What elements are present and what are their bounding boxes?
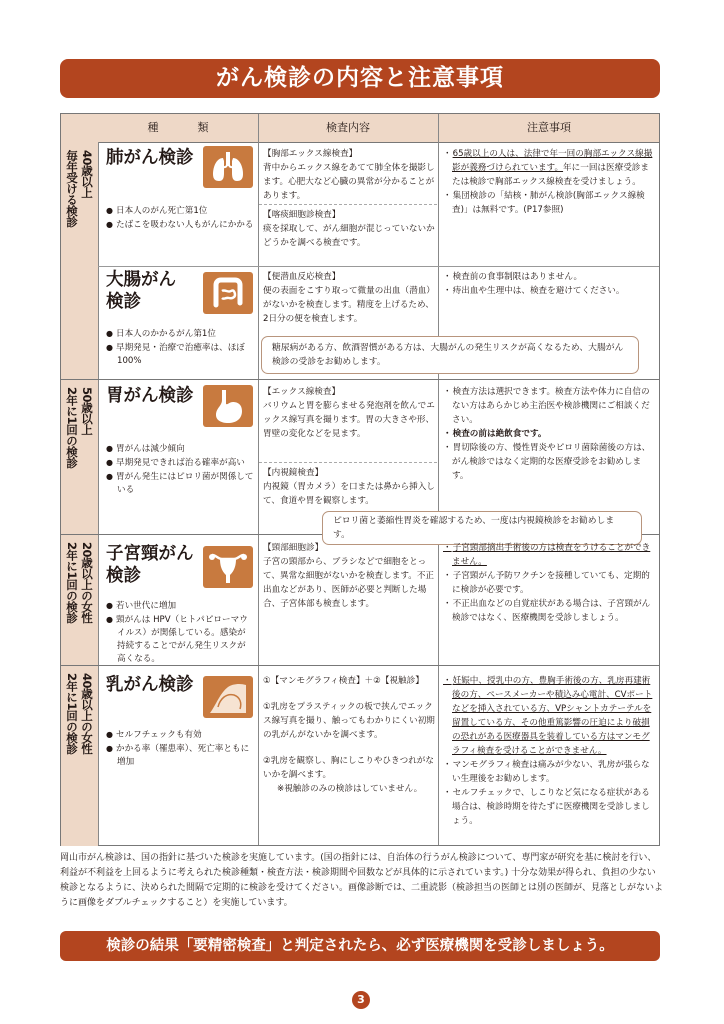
colon-notes <box>443 270 657 298</box>
list-item: ● 早期発見・治療で治癒率は、ほぼ100% <box>106 341 254 368</box>
list-item: ・ 検査方法は選択できます。検査方法や体力に自信のない方はあらかじめ主治医や検診機関にご相談ください。 <box>443 385 657 427</box>
lung-bullets <box>106 204 254 232</box>
header-type: 種 類 <box>147 121 223 134</box>
stomach-exam-endoscopy: 【内視鏡検査】 内視鏡（胃カメラ）を口または鼻から挿入して、食道や胃を観察します。 <box>263 468 435 506</box>
list-item: ・ 不正出血などの自覚症状がある場合は、子宮頸がん検診ではなく、医療機関を受診しましょう。 <box>443 597 657 625</box>
cervical-title: 子宮頸がん 検診 <box>106 544 194 586</box>
list-item: ● 早期発見できれば治る確率が高い <box>106 456 254 470</box>
stomach-exam-xray: 【エックス線検査】 バリウムと胃を膨らませる発泡剤を飲んでエックス線写真を撮ります。胃の大きさや形、胃壁の変化などを見ます。 <box>263 387 435 439</box>
side-label-breast: 40歳以上の女性 2年に1回の検診 <box>61 665 98 846</box>
side-label-lung-colon: 40歳以上 毎年受ける検診 <box>61 142 98 379</box>
cervical-exam: 【頸部細胞診】 子宮の頸部から、ブラシなどで細胞をとって、異常な細胞がないかを検査します。不正出血などがあり、医師が必要と判断した場合、子宮体部も検査します。 <box>263 543 435 609</box>
list-item: ● セルフチェックも有効 <box>106 728 254 742</box>
list-item: ・ 子宮頸部摘出手術後の方は検査をうけることができません。 <box>443 541 657 569</box>
cervical-notes <box>443 541 657 625</box>
side-label-stomach: 50歳以上 2年に1回の検診 <box>61 379 98 534</box>
colon-bullets <box>106 327 254 368</box>
bottom-banner: 検診の結果「要精密検査」と判定されたら、必ず医療機関を受診しましょう。 <box>60 931 660 961</box>
screening-table <box>60 142 660 846</box>
side-label-cervical: 20歳以上の女性 2年に1回の検診 <box>61 534 98 665</box>
colon-exam: 【便潜血反応検査】 便の表面をこすり取って微量の出血（潜血）がないかを検査します。精度を上げるため、2日分の便を検査します。 <box>263 272 435 324</box>
lung-exam-xray: 【胸部エックス線検査】 背中からエックス線をあてて肺全体を撮影します。心肥大など心臓の異常が分かることがあります。 <box>263 149 435 201</box>
list-item: ● 日本人のがん死亡第1位 <box>106 204 254 218</box>
colon-callout: 糖尿病がある方、飲酒習慣がある方は、大腸がんの発生リスクが高くなるため、大腸がん検診の受診をお勧めします。 <box>261 336 639 374</box>
breast-bullets <box>106 728 254 769</box>
lung-exam-sputum: 【喀痰細胞診検査】 痰を採取して、がん細胞が混じっていないかどうかを調べる検査です。 <box>263 210 435 248</box>
header-content: 検査内容 <box>326 121 370 134</box>
stomach-icon <box>203 385 253 427</box>
list-item: ・ 妊娠中、授乳中の方、豊胸手術後の方、乳房再建術後の方、ペースメーカーや積込み心電計、CVポートなどを挿入されている方、VPシャントカテーテルを留置している方、その他重篤影響の圧迫により破損の恐れがある医療器具を装着している方はマンモグラフィ検査を受けることができません。 <box>443 674 657 758</box>
stomach-notes <box>443 385 657 483</box>
list-item: ● 若い世代に増加 <box>106 599 254 613</box>
list-item: ・ 検査前の食事制限はありません。 <box>443 270 657 284</box>
footer-explanation: 岡山市がん検診は、国の指針に基づいた検診を実施しています。(国の指針には、自治体の行うがん検診について、専門家が研究を基に検討を行い、利益が不利益を上回るように考えられた検診種類・検査方法・検診期間や回数などが具体的に示されています。) 十分な効果が得られ、負担の少ない検診となるように、決められた間隔で定期的に検診を受けてください。画像診断では、二重読影（検診担当の医師とは別の医師が、見落としがないように画像をダブルチェックすること）を実施しています。 <box>60 853 664 908</box>
lung-notes <box>443 147 657 217</box>
stomach-title: 胃がん検診 <box>106 386 194 406</box>
list-item: ● 胃がんは減少傾向 <box>106 442 254 456</box>
colon-title: 大腸がん 検診 <box>106 270 176 312</box>
table-header <box>60 113 660 143</box>
breast-icon <box>203 676 253 718</box>
list-item: ・ 65歳以上の人は、法律で年一回の胸部エックス線撮影が義務づけられています。年に一回は医療受診または検診で胸部エックス線検査を受けましょう。 <box>443 147 657 189</box>
breast-exam: ①【マンモグラフィ検査】＋②【視触診】 ①乳房をプラスティックの板で挟んでエックス線写真を撮り、触ってもわかりにくい初期の乳がんがないかを調べます。 ②乳房を観察し、胸にしこりやひきつれがないかを調べます。 ※視触診のみの検診はしていません。 <box>263 676 435 794</box>
list-item: ● たばこを吸わない人もがんにかかる <box>106 218 254 232</box>
list-item: ・ 子宮頸がん予防ワクチンを接種していても、定期的に検診が必要です。 <box>443 569 657 597</box>
list-item: ● 頸がんは HPV（ヒトパピローマウイルス）が関係している。感染が持続することでがん発生リスクが高くなる。 <box>106 613 254 666</box>
stomach-callout: ピロリ菌と萎縮性胃炎を確認するため、一度は内視鏡検診をお勧めします。 <box>322 511 642 545</box>
list-item: ● 胃がん発生にはピロリ菌が関係している <box>106 470 254 497</box>
list-item: ● かかる率（罹患率）、死亡率ともに増加 <box>106 742 254 769</box>
list-item: ・ 検査の前は絶飲食です。 <box>443 427 657 441</box>
list-item: ・ マンモグラフィ検査は痛みが少ない、乳房が張らない生理後をお勧めします。 <box>443 758 657 786</box>
list-item: ・ 胃切除後の方、慢性胃炎やピロリ菌除菌後の方は、がん検診ではなく定期的な医療受診をお勧めします。 <box>443 441 657 483</box>
lungs-icon <box>203 146 253 188</box>
list-item: ・ セルフチェックで、しこりなど気になる症状がある場合は、検診時期を待たずに医療機関を受診しましょう。 <box>443 786 657 828</box>
lung-title: 肺がん検診 <box>106 148 194 168</box>
list-item: ・ 痔出血や生理中は、検査を避けてください。 <box>443 284 657 298</box>
breast-notes <box>443 674 657 828</box>
cervical-bullets <box>106 599 254 666</box>
list-item: ● 日本人のかかるがん第1位 <box>106 327 254 341</box>
breast-title: 乳がん検診 <box>106 675 194 695</box>
page-title: がん検診の内容と注意事項 <box>60 59 660 98</box>
intestine-icon <box>203 272 253 314</box>
uterus-icon <box>203 546 253 588</box>
page-number: 3 <box>352 991 370 1009</box>
header-notes: 注意事項 <box>527 121 571 134</box>
list-item: ・ 集団検診の「結核・肺がん検診(胸部エックス線検査)」は無料です。(P17参照) <box>443 189 657 217</box>
stomach-bullets <box>106 442 254 497</box>
